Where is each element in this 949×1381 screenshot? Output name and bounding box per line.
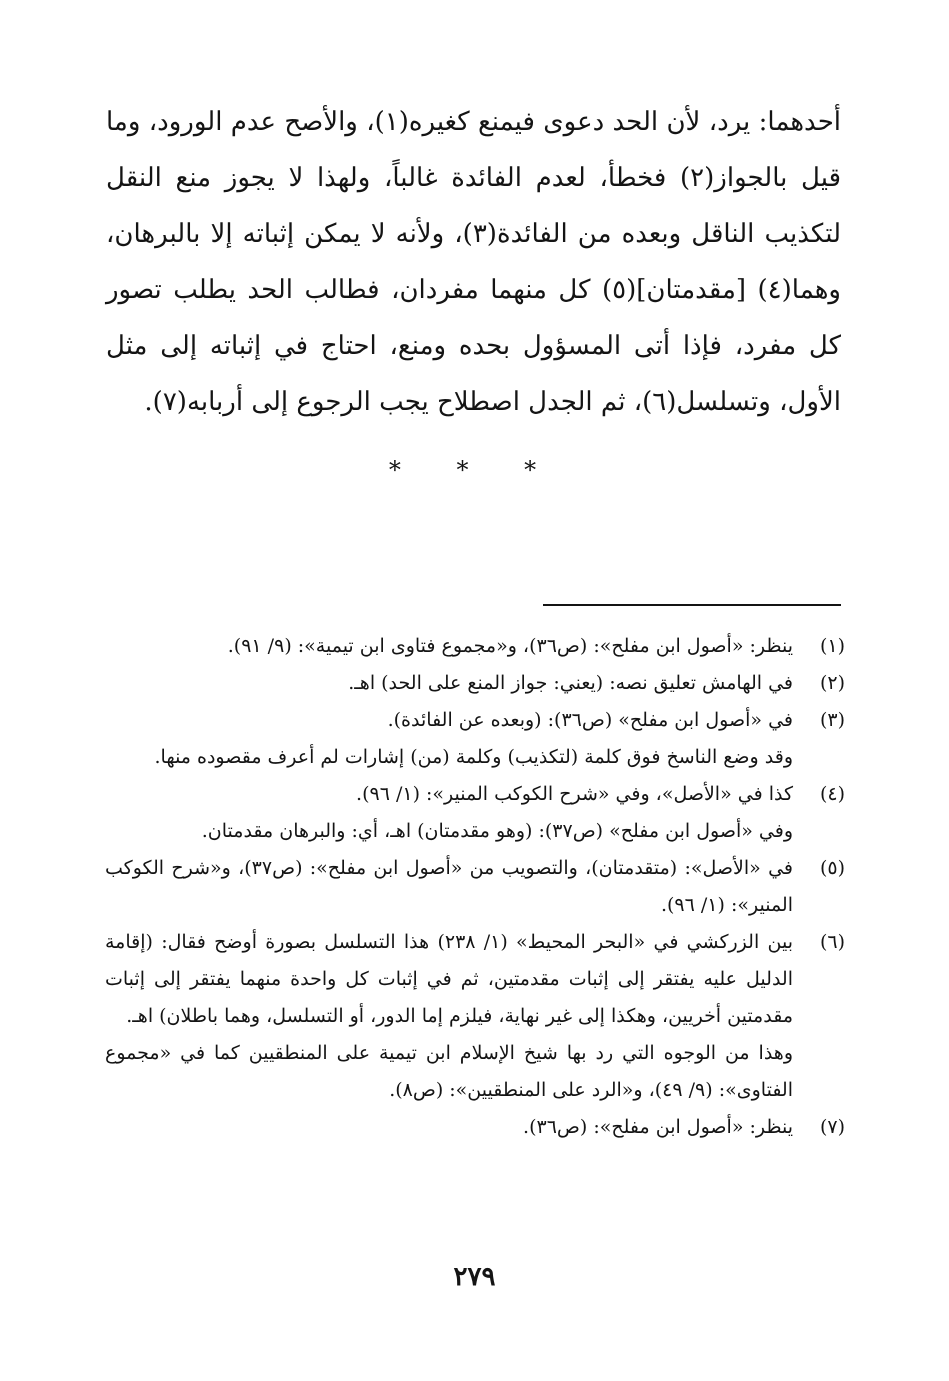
section-separator: * * * bbox=[388, 456, 561, 484]
footnote-line: ينظر: «أصول ابن مفلح»: (ص٣٦). bbox=[523, 1116, 793, 1138]
main-text-block bbox=[106, 94, 841, 430]
footnote-number: (٤) bbox=[819, 783, 845, 805]
footnote-6 bbox=[105, 924, 845, 1109]
footnote-3 bbox=[105, 702, 845, 776]
footnote-number: (٢) bbox=[819, 672, 845, 694]
footnote-line: في «أصول ابن مفلح» (ص٣٦): (وبعده عن الفائدة). bbox=[387, 709, 793, 731]
footnote-text bbox=[105, 628, 793, 665]
footnote-line: ينظر: «أصول ابن مفلح»: (ص٣٦)، و«مجموع فتاوى ابن تيمية»: (٩/ ٩١). bbox=[227, 635, 793, 657]
footnote-number: (٥) bbox=[819, 857, 845, 879]
footnote-number: (٧) bbox=[819, 1116, 845, 1138]
footnote-number: (٣) bbox=[819, 709, 845, 731]
footnote-number: (٦) bbox=[819, 931, 845, 953]
footnote-text bbox=[105, 850, 793, 924]
footnote-number: (١) bbox=[819, 635, 845, 657]
footnote-divider bbox=[543, 604, 841, 606]
footnotes-list bbox=[105, 628, 845, 1146]
footnote-line: وقد وضع الناسخ فوق كلمة (لتكذيب) وكلمة (من) إشارات لم أعرف مقصوده منها. bbox=[154, 746, 793, 768]
footnote-line: وهذا من الوجوه التي رد بها شيخ الإسلام ابن تيمية على المنطقيين كما في «مجموع الفتاوى»: (٩/ ٤٩)، و«الرد على المنطقيين»: (ص٨). bbox=[105, 1042, 793, 1101]
footnote-line: كذا في «الأصل»، وفي «شرح الكوكب المنير»: (١/ ٩٦). bbox=[356, 783, 793, 805]
footnote-text bbox=[105, 924, 793, 1109]
footnote-7 bbox=[105, 1109, 845, 1146]
footnote-text bbox=[105, 702, 793, 776]
footnote-line: في «الأصل»: (متقدمتان)، والتصويب من «أصول ابن مفلح»: (ص٣٧)، و«شرح الكوكب المنير»: (١/ ٩٦). bbox=[105, 857, 794, 916]
footnote-1 bbox=[105, 628, 845, 665]
main-paragraph: أحدهما: يرد، لأن الحد دعوى فيمنع كغيره(١)، والأصح عدم الورود، وما قيل بالجواز(٢) فخطأ، لعدم الفائدة غالباً، ولهذا لا يجوز منع النقل لتكذيب الناقل وبعده من الفائدة(٣)، ولأنه لا يمكن إثباته إلا بالبرهان، وهما(٤) [مقدمتان](٥) كل منهما مفردان، فطالب الحد يطلب تصور كل مفرد، فإذا أتى المسؤول بحده ومنع، احتاج في إثباته إلى مثل الأول، وتسلسل(٦)، ثم الجدل اصطلاح يجب الرجوع إلى أربابه(٧). bbox=[106, 107, 841, 417]
footnote-text bbox=[105, 1109, 793, 1146]
footnote-line: وفي «أصول ابن مفلح» (ص٣٧): (وهو مقدمتان) اهـ، أي: والبرهان مقدمتان. bbox=[201, 820, 793, 842]
page-number: ٢٧٩ bbox=[453, 1262, 496, 1292]
footnote-text bbox=[105, 776, 793, 850]
footnote-line: بين الزركشي في «البحر المحيط» (١/ ٢٣٨) هذا التسلسل بصورة أوضح فقال: (إقامة الدليل عليه يفتقر إلى إثبات مقدمتين، ثم في إثبات كل واحدة منهما يفتقر إلى إثبات مقدمتين أخريين، وهكذا إلى غير نهاية، فيلزم إما الدور، أو التسلسل، وهما باطلان) اهـ. bbox=[105, 931, 793, 1027]
footnote-5 bbox=[105, 850, 845, 924]
footnote-4 bbox=[105, 776, 845, 850]
footnote-text bbox=[105, 665, 793, 702]
footnote-2 bbox=[105, 665, 845, 702]
footnote-line: في الهامش تعليق نصه: (يعني: جواز المنع على الحد) اهـ. bbox=[348, 672, 793, 694]
